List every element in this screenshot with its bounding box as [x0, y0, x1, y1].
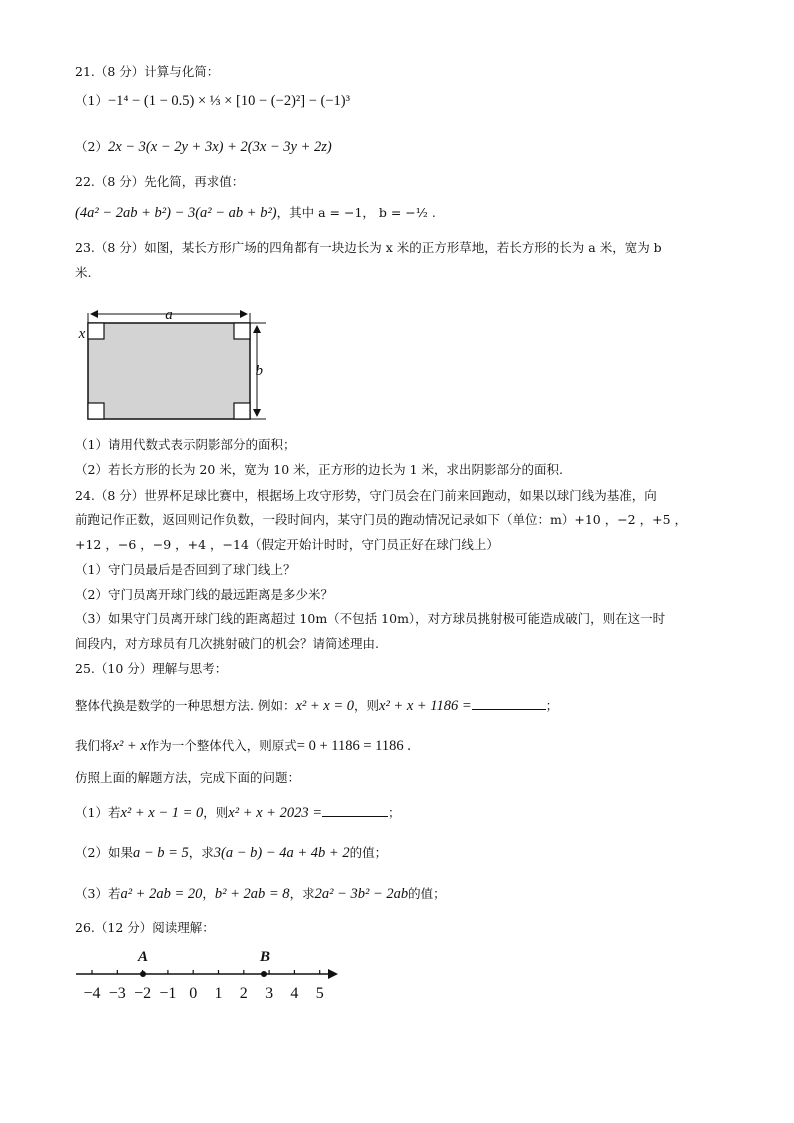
point-a-label: A [137, 949, 149, 965]
q22-problem [75, 205, 436, 221]
q25-intro-end: ； [545, 698, 559, 713]
q23-text-line1: 23.（8 分）如图，某长方形广场的四角都有一块边长为 x 米的正方形草地，若长方形的长为 a 米，宽为 b [75, 240, 662, 255]
q25-sub1 [75, 804, 401, 821]
tick-label: 5 [315, 985, 324, 1002]
point-b-dot [261, 971, 267, 977]
q23-sub2: （2）若长方形的长为 20 米，宽为 10 米，正方形的边长为 1 米，求出阴影部分的面积. [75, 462, 564, 477]
q25-line2-math2: = 0 + 1186 = 1186 . [296, 738, 411, 754]
point-b-label: B [259, 949, 271, 965]
q26-header: 26.（12 分）阅读理解： [75, 920, 215, 935]
label-b: b [255, 363, 263, 379]
answer-blank[interactable] [472, 697, 546, 710]
q25-intro-math1: x² + x = 0 [295, 698, 354, 714]
q21-part1-label: （1） [75, 93, 108, 108]
q25-sub3-mid: ，求 [289, 886, 315, 901]
q25-sub3-pre: （3）若 [75, 886, 121, 901]
answer-blank[interactable] [322, 804, 388, 817]
q25-intro-mid: ，则 [354, 698, 380, 713]
tick-label: −2 [134, 985, 152, 1002]
q25-sub2-mid: ，求 [188, 845, 214, 860]
corner-square [234, 323, 250, 339]
corner-square [88, 323, 104, 339]
q24-line3: +12 ，−6 ，−9 ，+4 ，−14（假定开始计时时，守门员正好在球门线上） [75, 537, 499, 552]
q25-line2-math1: x² + x [112, 738, 147, 754]
label-a: a [165, 307, 173, 323]
number-line-arrow [328, 969, 338, 979]
q25-sub2 [75, 845, 387, 861]
tick-label: 3 [265, 985, 274, 1002]
q25-sub1-pre: （1）若 [75, 805, 121, 820]
q24-sub3-line1: （3）如果守门员离开球门线的距离超过 10m（不包括 10m），对方球员挑射极可能造成破门，则在这一时 [75, 611, 666, 626]
q25-sub3-math3: 2a² − 3b² − 2ab [314, 886, 409, 902]
q21-part2 [75, 139, 332, 155]
tick-label: 0 [189, 985, 198, 1002]
q24-sub1: （1）守门员最后是否回到了球门线上？ [75, 562, 296, 577]
corner-square [234, 403, 250, 419]
tick-label: −1 [159, 985, 177, 1002]
q22-expression: (4a² − 2ab + b²) − 3(a² − ab + b²) [75, 205, 277, 221]
tick-label: 1 [214, 985, 223, 1002]
q21-part2-expression: 2x − 3(x − 2y + 3x) + 2(3x − 3y + 2z) [107, 139, 332, 155]
q25-sub2-pre: （2）如果 [75, 845, 133, 860]
q22-condition: ，其中 a = −1， b = −½ . [276, 205, 436, 220]
q25-sub1-math2: x² + x + 2023 = [228, 805, 322, 821]
tick-label: −4 [83, 985, 101, 1002]
q21-part1 [75, 93, 350, 109]
q24-sub2: （2）守门员离开球门线的最远距离是多少米？ [75, 587, 333, 602]
q24-sub3-line2: 间段内，对方球员有几次挑射破门的机会？请简述理由. [75, 636, 379, 651]
q25-intro-math2: x² + x + 1186 = [379, 698, 472, 714]
q23-sub1: （1）请用代数式表示阴影部分的面积； [75, 437, 296, 452]
q25-sub3-sep: ， [202, 886, 215, 901]
q24-line1: 24.（8 分）世界杯足球比赛中，根据场上攻守形势，守门员会在门前来回跑动，如果以球门线为基准，向 [75, 488, 657, 503]
q25-sub3-end: 的值； [408, 886, 446, 901]
number-line-ticks [83, 970, 323, 1002]
q24-line2: 前跑记作正数，返回则记作负数，一段时间内，某守门员的跑动情况记录如下（单位：m）+10 ，−2 ，+5 ， [75, 512, 688, 527]
q25-intro [75, 697, 558, 714]
q25-line2-pre: 我们将 [75, 738, 113, 753]
corner-square [88, 403, 104, 419]
q21-header: 21.（8 分）计算与化简： [75, 64, 220, 79]
q23-rectangle-figure [70, 300, 270, 425]
q25-sub3-math1: a² + 2ab = 20 [120, 886, 203, 902]
q22-header: 22.（8 分）先化简，再求值： [75, 174, 245, 189]
q25-intro-text: 整体代换是数学的一种思想方法. 例如： [75, 698, 296, 713]
q21-part2-label: （2） [75, 139, 108, 154]
q25-line3: 仿照上面的解题方法，完成下面的问题： [75, 770, 301, 785]
tick-label: −3 [108, 985, 126, 1002]
tick-label: 2 [239, 985, 248, 1002]
q25-sub1-end: ； [388, 805, 401, 820]
q21-part1-expression: −1⁴ − (1 − 0.5) × ⅓ × [10 − (−2)²] − (−1)³ [107, 93, 350, 109]
q25-sub3-math2: b² + 2ab = 8 [214, 886, 290, 902]
q25-line2-mid: 作为一个整体代入，则原式 [146, 738, 297, 753]
q25-line2 [75, 738, 411, 754]
label-x: x [78, 326, 86, 342]
q25-sub3 [75, 886, 446, 902]
q25-sub2-math1: a − b = 5 [132, 845, 189, 861]
q25-sub1-mid: ，则 [203, 805, 229, 820]
q25-sub2-math2: 3(a − b) − 4a + 4b + 2 [213, 845, 350, 861]
q23-text-line2: 米. [75, 265, 92, 280]
q25-sub2-end: 的值； [349, 845, 388, 860]
q25-sub1-math1: x² + x − 1 = 0 [120, 805, 204, 821]
tick-label: 4 [290, 985, 299, 1002]
number-line [60, 940, 360, 1005]
q25-header: 25.（10 分）理解与思考： [75, 661, 228, 676]
shaded-rectangle [88, 323, 250, 419]
